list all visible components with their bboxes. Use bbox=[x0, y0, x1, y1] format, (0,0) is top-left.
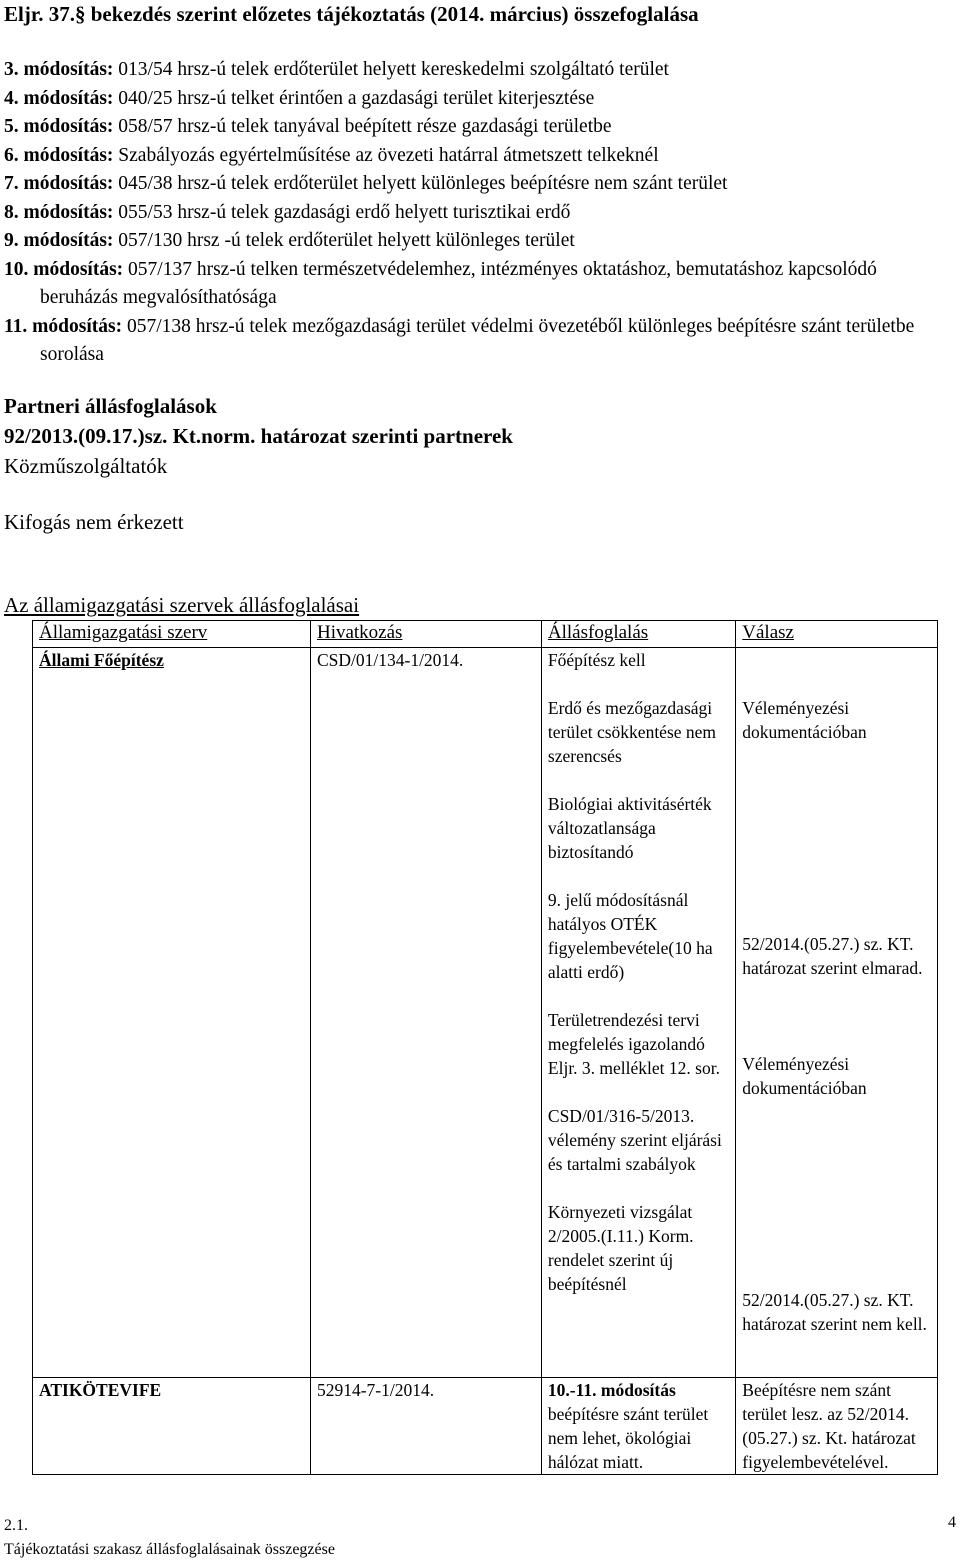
answer-item: 52/2014.(05.27.) sz. KT. határozat szerint elmarad. bbox=[742, 934, 923, 978]
modification-item bbox=[4, 313, 954, 370]
partners-result: Kifogás nem érkezett bbox=[4, 510, 184, 534]
partners-group: Közműszolgáltatók bbox=[4, 454, 168, 478]
modification-number: 5. módosítás: bbox=[4, 116, 114, 137]
modification-number: 9. módosítás: bbox=[4, 230, 114, 251]
modification-number: 3. módosítás: bbox=[4, 59, 114, 80]
modification-text: 045/38 hrsz-ú telek erdőterület helyett különleges beépítésre nem szánt terület bbox=[113, 173, 728, 194]
modification-item bbox=[4, 56, 954, 85]
column-header: Államigazgatási szerv bbox=[33, 621, 311, 648]
answer-cell bbox=[736, 648, 938, 1378]
answer-item: Beépítésre nem szánt terület lesz. az 52/2014.(05.27.) sz. Kt. határozat figyelembevételével. bbox=[742, 1380, 916, 1472]
partners-title: Partneri állásfoglalások bbox=[4, 394, 217, 418]
opinion-item: Erdő és mezőgazdasági terület csökkentése nem szerencsés bbox=[547, 698, 717, 766]
modification-item bbox=[4, 170, 954, 199]
opinion-item: beépítésre szánt terület nem lehet, ökológiai hálózat miatt. bbox=[547, 1404, 709, 1472]
reference-cell bbox=[310, 1378, 541, 1475]
reference-cell bbox=[310, 648, 541, 1378]
modification-item bbox=[4, 142, 954, 171]
modification-text: 013/54 hrsz-ú telek erdőterület helyett kereskedelmi szolgáltató terület bbox=[113, 59, 669, 80]
footer-section-number: 2.1. bbox=[4, 1517, 28, 1534]
modification-item bbox=[4, 256, 954, 313]
opinion-item: CSD/01/316-5/2013. vélemény szerint eljárási és tartalmi szabályok bbox=[547, 1106, 722, 1174]
modification-item bbox=[4, 85, 954, 114]
column-header: Válasz bbox=[736, 621, 938, 648]
answer-item: 52/2014.(05.27.) sz. KT. határozat szerint nem kell. bbox=[742, 1290, 927, 1334]
opinion-head: 10.-11. módosítás bbox=[547, 1380, 676, 1400]
partners-subtitle: 92/2013.(09.17.)sz. Kt.norm. határozat szerinti partnerek bbox=[4, 424, 513, 448]
modification-text: 058/57 hrsz-ú telek tanyával beépített része gazdasági területbe bbox=[113, 116, 612, 137]
modification-text: 057/137 hrsz-ú telken természetvédelemhez, intézményes oktatáshoz, bemutatáshoz kapcsolódó beruházás megvalósíthatósága bbox=[40, 258, 877, 308]
modification-text: 040/25 hrsz-ú telket érintően a gazdasági terület kiterjesztése bbox=[113, 87, 595, 109]
modification-number: 11. módosítás: bbox=[4, 315, 123, 337]
modification-number: 8. módosítás: bbox=[4, 201, 114, 223]
org-cell bbox=[33, 648, 311, 1378]
opinion-item: Biológiai aktivitásérték változatlansága biztosítandó bbox=[547, 794, 712, 862]
page-number: 4 bbox=[948, 1514, 956, 1531]
authorities-table bbox=[32, 620, 938, 1475]
modification-text: 057/138 hrsz-ú telek mezőgazdasági terület védelmi övezetéből különleges beépítésre szánt területbe sorolása bbox=[40, 315, 915, 365]
opinion-item: Környezeti vizsgálat 2/2005.(I.11.) Korm. rendelet szerint új beépítésnél bbox=[547, 1202, 694, 1294]
table-row bbox=[33, 648, 938, 1378]
opinion-item: 9. jelű módosításnál hatályos OTÉK figyelembevétele(10 ha alatti erdő) bbox=[547, 890, 713, 982]
org-name: Állami Főépítész bbox=[39, 650, 164, 670]
modification-number: 7. módosítás: bbox=[4, 173, 114, 194]
document-heading: Eljr. 37.§ bekezdés szerint előzetes tájékoztatás (2014. március) összefoglalása bbox=[4, 2, 699, 26]
column-header: Hivatkozás bbox=[310, 621, 541, 648]
modification-list bbox=[4, 56, 954, 370]
org-name: ATIKÖTEVIFE bbox=[39, 1380, 162, 1400]
authorities-title: Az államigazgatási szervek állásfoglalásai bbox=[4, 593, 360, 617]
modification-text: 055/53 hrsz-ú telek gazdasági erdő helyett turisztikai erdő bbox=[113, 201, 571, 223]
modification-item bbox=[4, 113, 954, 142]
answer-cell bbox=[736, 1378, 938, 1475]
modification-number: 4. módosítás: bbox=[4, 87, 114, 109]
opinion-cell bbox=[541, 648, 735, 1378]
opinion-cell bbox=[541, 1378, 735, 1475]
modification-text: Szabályozás egyértelműsítése az övezeti határral átmetszett telkeknél bbox=[113, 144, 659, 166]
footer bbox=[4, 1514, 335, 1562]
opinion-head: Főépítész kell bbox=[547, 650, 646, 670]
table-row bbox=[33, 1378, 938, 1475]
modification-text: 057/130 hrsz -ú telek erdőterület helyett különleges terület bbox=[113, 230, 575, 251]
modification-number: 10. módosítás: bbox=[4, 258, 124, 280]
modification-item bbox=[4, 227, 954, 256]
reference: 52914-7-1/2014. bbox=[316, 1380, 435, 1400]
reference: CSD/01/134-1/2014. bbox=[316, 650, 464, 670]
org-cell bbox=[33, 1378, 311, 1475]
answer-item: Véleményezési dokumentációban bbox=[742, 1054, 867, 1098]
modification-number: 6. módosítás: bbox=[4, 144, 114, 166]
footer-label: Tájékoztatási szakasz állásfoglalásainak összegzése bbox=[4, 1541, 335, 1558]
modification-item bbox=[4, 199, 954, 228]
column-header: Állásfoglalás bbox=[541, 621, 735, 648]
table-header-row bbox=[33, 621, 938, 648]
answer-item: Véleményezési dokumentációban bbox=[742, 698, 867, 742]
opinion-item: Területrendezési tervi megfelelés igazolandó Eljr. 3. melléklet 12. sor. bbox=[547, 1010, 720, 1078]
